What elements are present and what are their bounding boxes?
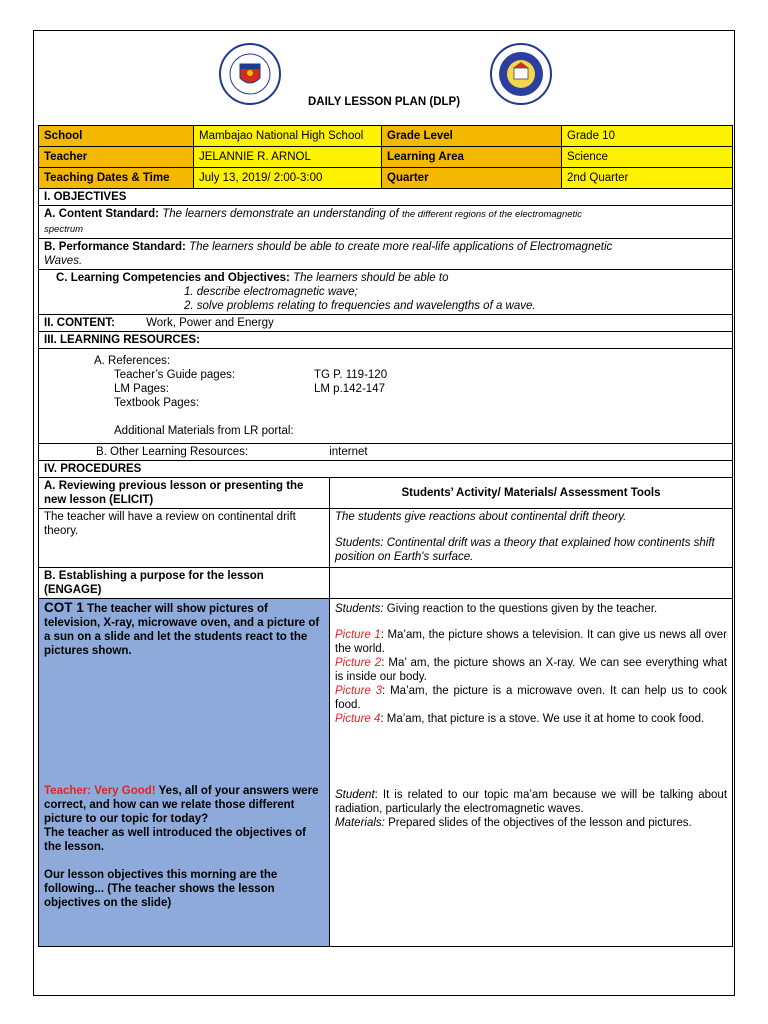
engage-label: B. Establishing a purpose for the lesson (ENGAGE) [39, 568, 330, 599]
engage-teacher-4: Our lesson objectives this morning are the following... (The teacher shows the lesson objectives on the slide) [44, 869, 278, 909]
grade-label: Grade Level [382, 126, 562, 147]
references-label: A. References: [94, 355, 171, 367]
header-row-school [39, 126, 733, 147]
quarter-value: 2nd Quarter [562, 168, 733, 189]
elicit-students-2: Students: Continental drift was a theory that explained how continents shift position on Earth's surface. [335, 537, 715, 563]
dates-value: July 13, 2019/ 2:00-3:00 [194, 168, 382, 189]
procedures-heading-row [39, 461, 733, 478]
school-label: School [39, 126, 194, 147]
picture-4-label: Picture 4 [335, 713, 381, 725]
elicit-teacher: The teacher will have a review on continental drift theory. [39, 509, 330, 568]
area-value: Science [562, 147, 733, 168]
elicit-students-1: The students give reactions about continental drift theory. [335, 511, 627, 523]
student-label: Student [335, 789, 375, 801]
other-resources-row [39, 444, 733, 461]
textbook-label: Textbook Pages: [114, 397, 200, 409]
picture-4-text: Ma’am, that picture is a stove. We use it at home to cook food. [386, 713, 705, 725]
references-row [39, 349, 733, 444]
engage-teacher-3: The teacher as well introduced the objectives of the lesson. [44, 827, 307, 853]
procedures-heading: IV. PROCEDURES [39, 461, 733, 478]
content-standard-cont: spectrum [44, 224, 84, 235]
students-text: Giving reaction to the questions given by the teacher. [386, 603, 658, 615]
competencies [39, 270, 733, 315]
tg-line [44, 368, 727, 382]
objectives-heading: I. OBJECTIVES [39, 189, 733, 206]
lm-value: LM p.142-147 [314, 383, 385, 395]
engage-header-row [39, 568, 733, 599]
elicit-content-row [39, 509, 733, 568]
activity-column-header: Students’ Activity/ Materials/ Assessment Tools [330, 478, 733, 509]
competencies-row [39, 270, 733, 315]
other-resources-label: B. Other Learning Resources: [96, 446, 249, 458]
engage-content-row [39, 599, 733, 947]
materials-text: Prepared slides of the objectives of the lesson and pictures. [388, 817, 692, 829]
resources-heading-row [39, 332, 733, 349]
picture-2-text: Ma’ am, the picture shows an X-ray. We can see everything what is inside our body. [335, 657, 728, 683]
competencies-label: C. Learning Competencies and Objectives: [56, 272, 290, 284]
content-standard-text: The learners demonstrate an understanding of [162, 208, 399, 220]
engage-teacher-1: The teacher will show pictures of television, X-ray, microwave oven, and a picture of a sun on a slide and let the students react to the pictures shown. [44, 603, 320, 657]
teacher-value: JELANNIE R. ARNOL [194, 147, 382, 168]
additional-label: Additional Materials from LR portal: [114, 425, 294, 437]
content-standard-row [39, 206, 733, 239]
content-standard-label: A. Content Standard: [44, 208, 159, 220]
objective-2: 2. solve problems relating to frequencies and wavelengths of a wave. [184, 300, 536, 312]
very-good-label: Teacher: Very Good! [44, 785, 156, 797]
resources-heading: III. LEARNING RESOURCES: [39, 332, 733, 349]
picture-1-text: Ma’am, the picture shows a television. It can give us news all over the world. [335, 629, 728, 655]
objectives-heading-row [39, 189, 733, 206]
engage-teacher-2: Yes, all of your answers were correct, and how can we relate those different picture to our topic for today? [44, 785, 319, 825]
tg-value: TG P. 119-120 [314, 369, 388, 381]
picture-1-label: Picture 1 [335, 629, 381, 641]
cot-label: COT 1 [44, 600, 84, 615]
performance-standard-text: The learners should be able to create more real-life applications of Electromagnetic [189, 241, 613, 253]
objective-1: 1. describe electromagnetic wave; [184, 286, 358, 298]
document-title: DAILY LESSON PLAN (DLP) [307, 96, 461, 108]
quarter-label: Quarter [382, 168, 562, 189]
other-resources [39, 444, 733, 461]
content-value: Work, Power and Energy [146, 317, 274, 329]
header-row-dates [39, 168, 733, 189]
elicit-header-row [39, 478, 733, 509]
performance-standard-row [39, 239, 733, 270]
engage-students: Students: Giving reaction to the questions given by the teacher. Picture 1: Ma’am, the picture shows a television. It can give us news all over the world. Picture 2: Ma’ am, the picture shows an X-ray. We can see everything what is inside our body. Picture 3: Ma’am, the picture is a microwave oven. It can help us to cook food. Picture 4: Ma’am, that picture is a stove. We use it at home to cook food. Student: It is related to our topic ma’am because we will be talking about radiation, particularly the electromagnetic waves. Materials: Prepared slides of the objectives of the lesson and pictures. [330, 599, 733, 947]
students-label: Students: [335, 603, 384, 615]
engage-empty-cell [330, 568, 733, 599]
competencies-text: The learners should be able to [293, 272, 449, 284]
performance-standard-cont: Waves. [44, 255, 83, 267]
school-value: Mambajao National High School [194, 126, 382, 147]
content-row [39, 315, 733, 332]
tg-label: Teacher’s Guide pages: [114, 369, 236, 381]
teacher-label: Teacher [39, 147, 194, 168]
performance-standard-label: B. Performance Standard: [44, 241, 186, 253]
elicit-students [330, 509, 733, 568]
area-label: Learning Area [382, 147, 562, 168]
references [39, 349, 733, 444]
content-standard [39, 206, 733, 239]
dates-label: Teaching Dates & Time [39, 168, 194, 189]
lesson-plan-table [38, 125, 733, 947]
grade-value: Grade 10 [562, 126, 733, 147]
picture-2-label: Picture 2 [335, 657, 382, 669]
elicit-label: A. Reviewing previous lesson or presenting the new lesson (ELICIT) [39, 478, 330, 509]
picture-3-label: Picture 3 [335, 685, 383, 697]
engage-teacher [39, 599, 330, 947]
lm-line [44, 382, 727, 396]
header-row-teacher [39, 147, 733, 168]
student-text: It is related to our topic ma’am because we will be talking about radiation, particularly the electromagnetic waves. [335, 789, 728, 815]
materials-label: Materials: [335, 817, 385, 829]
content [39, 315, 733, 332]
content-label: II. CONTENT: [44, 317, 115, 329]
performance-standard [39, 239, 733, 270]
picture-3-text: Ma’am, the picture is a microwave oven. It can help us to cook food. [335, 685, 728, 711]
lm-label: LM Pages: [114, 383, 169, 395]
content-standard-small: the different regions of the electromagnetic [401, 209, 583, 220]
other-resources-value: internet [329, 446, 368, 458]
